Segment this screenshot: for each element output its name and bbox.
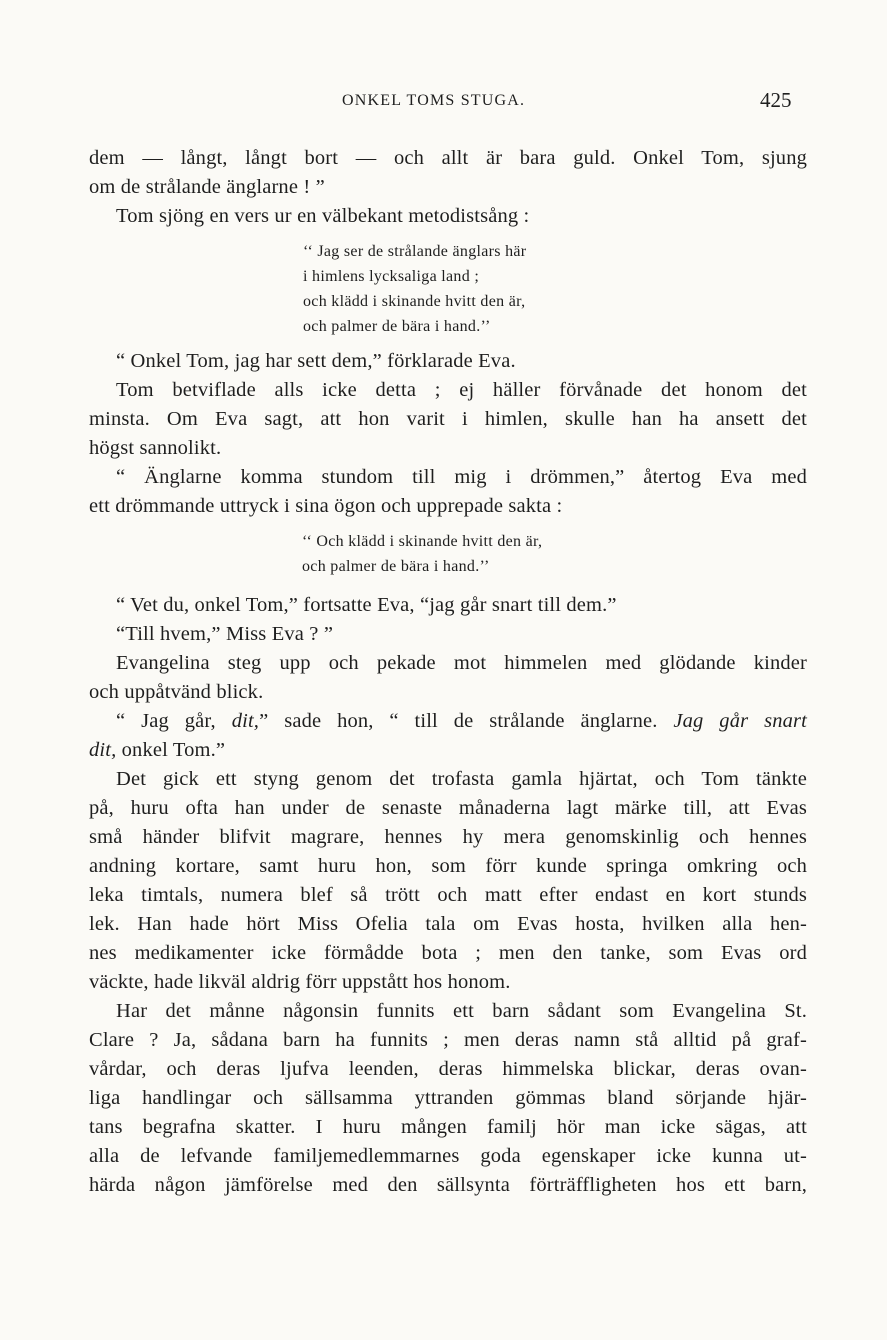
- text-line: nes medikamenter icke förmådde bota ; men den tanke, som Evas ord: [89, 942, 807, 964]
- verse-line: ‘‘ Och klädd i skinande hvitt den är,: [302, 533, 543, 550]
- text-line: Evangelina steg upp och pekade mot himmelen med glödande kinder: [116, 652, 807, 674]
- text-line: tans begrafna skatter. I huru mången familj hör man icke sägas, att: [89, 1116, 807, 1138]
- text-line: vårdar, och deras ljufva leenden, deras himmelska blickar, deras ovan-: [89, 1058, 807, 1080]
- text-line: lek. Han hade hört Miss Ofelia tala om Evas hosta, hvilken alla hen-: [89, 913, 807, 935]
- verse-quote: [302, 529, 807, 579]
- text-line: leka timtals, numera blef så trött och matt efter endast en kort stunds: [89, 884, 807, 906]
- text-line: Tom betviflade alls icke detta ; ej häller förvånade det honom det: [116, 379, 807, 401]
- text-line: “ Änglarne komma stundom till mig i drömmen,” återtog Eva med: [116, 466, 807, 488]
- body-text: [89, 144, 807, 1200]
- text-line: väckte, hade likväl aldrig förr uppstått hos honom.: [89, 971, 511, 993]
- text-line: “Till hvem,” Miss Eva ? ”: [116, 623, 334, 645]
- text-line: ett drömmande uttryck i sina ögon och upprepade sakta :: [89, 495, 563, 517]
- text-line: “ Vet du, onkel Tom,” fortsatte Eva, “jag går snart till dem.”: [116, 594, 617, 616]
- text-line: alla de lefvande familjemedlemmarnes goda egenskaper icke kunna ut-: [89, 1145, 807, 1167]
- italic-span: Jag går snart: [673, 710, 807, 732]
- text-line: [89, 736, 807, 765]
- text-line: och uppåtvänd blick.: [89, 681, 264, 703]
- text-line: andning kortare, samt huru hon, som förr kunde springa omkring och: [89, 855, 807, 877]
- text-span: “ Jag går,: [116, 710, 232, 732]
- text-line: Tom sjöng en vers ur en välbekant metodistsång :: [116, 205, 530, 227]
- verse-quote: [303, 239, 807, 339]
- text-line: härda någon jämförelse med den sällsynta förträffligheten hos ett barn,: [89, 1174, 807, 1196]
- text-line: Det gick ett styng genom det trofasta gamla hjärtat, och Tom tänkte: [116, 768, 807, 790]
- verse-line: ‘‘ Jag ser de strålande änglars här: [303, 243, 527, 260]
- verse-line: och palmer de bära i hand.’’: [303, 318, 491, 335]
- verse-line: och palmer de bära i hand.’’: [302, 558, 490, 575]
- text-span: ” sade hon, “ till de strålande änglarne.: [259, 710, 674, 732]
- verse-line: och klädd i skinande hvitt den är,: [303, 293, 526, 310]
- text-line: [89, 707, 807, 736]
- text-line: högst sannolikt.: [89, 437, 222, 459]
- text-line: Clare ? Ja, sådana barn ha funnits ; men deras namn stå alltid på graf-: [89, 1029, 807, 1051]
- verse-line: i himlens lycksaliga land ;: [303, 268, 480, 285]
- page-number: 425: [760, 88, 792, 112]
- italic-span: dit,: [231, 710, 260, 732]
- page-header: [0, 88, 887, 118]
- text-line: om de strålande änglarne ! ”: [89, 176, 325, 198]
- text-line: “ Onkel Tom, jag har sett dem,” förklarade Eva.: [116, 350, 516, 372]
- italic-span: dit,: [89, 739, 117, 761]
- text-line: små händer blifvit magrare, hennes hy mera genomskinlig och hennes: [89, 826, 807, 848]
- text-line: minsta. Om Eva sagt, att hon varit i himlen, skulle han ha ansett det: [89, 408, 807, 430]
- text-line: dem — långt, långt bort — och allt är bara guld. Onkel Tom, sjung: [89, 147, 807, 169]
- text-line: liga handlingar och sällsamma yttranden gömmas bland sörjande hjär-: [89, 1087, 807, 1109]
- text-line: Har det månne någonsin funnits ett barn sådant som Evangelina St.: [116, 1000, 807, 1022]
- running-title: ONKEL TOMS STUGA.: [342, 92, 526, 109]
- text-span: onkel Tom.”: [116, 739, 226, 761]
- text-line: på, huru ofta han under de senaste månaderna lagt märke till, att Evas: [89, 797, 807, 819]
